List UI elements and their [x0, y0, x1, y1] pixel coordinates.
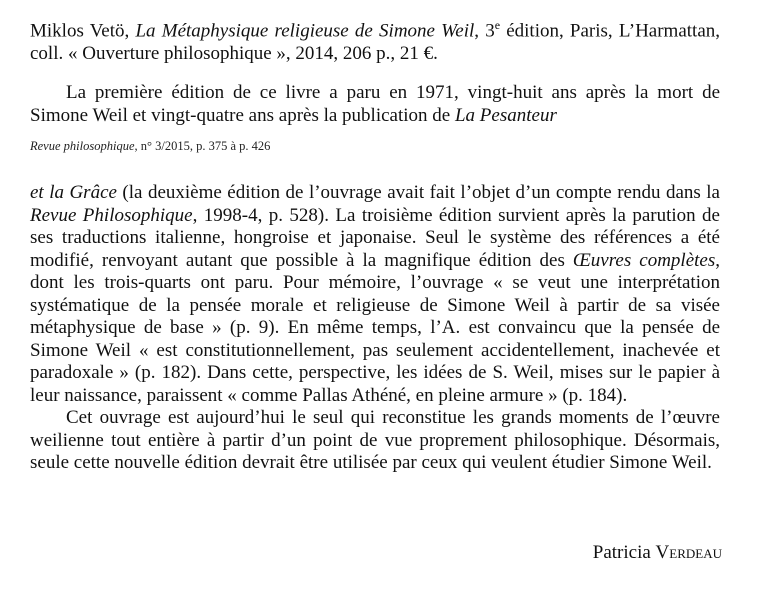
- intro-sentence: La première édition de ce livre a paru en 1971, vingt-huit ans après la mort de Simone Weil et vingt-quatre ans après la publication de: [30, 82, 720, 126]
- body-p1-part-c: , dont les trois-quarts ont paru. Pour mémoire, l’ouvrage « se veut une interprétation systématique de la pensée morale et religieuse de Simone Weil à partir de sa visée métaphysique de base » (p. 9). En même temps, l’A. est convaincu que la pensée de Simone Weil « est constitutionnellement, pas seulement accidentellement, inachevée et paradoxale » (p. 182). Dans cette, perspective, les idées de S. Weil, mises sur le papier à leur naissance, paraissent « comme Pallas Athéné, en pleine armure » (p. 184).: [30, 249, 720, 406]
- review-body: [30, 182, 720, 475]
- complete-works-title: Œuvres complètes: [572, 249, 716, 271]
- intro-text: [30, 82, 720, 127]
- reference-author: Miklos Vetö,: [30, 20, 130, 42]
- running-head-issue: , n° 3/2015, p. 375 à p. 426: [134, 139, 271, 153]
- reference-details: édition, Paris, L’Harmattan, coll. « Ouverture philosophique », 2014, 206 p., 21 €.: [30, 20, 720, 64]
- body-p1-part-b: , 1998-4, p. 528). La troisième édition survient après la parution de ses traductions italienne, hongroise et japonaise. Seul le système des références a été modifié, renvoyant autant que possible à la magnifique édition des: [30, 204, 720, 271]
- reference-title: La Métaphysique religieuse de Simone Weil: [135, 20, 475, 42]
- reference-edition-sup: e: [494, 18, 501, 32]
- intro-book-title: La Pesanteur: [454, 104, 557, 126]
- body-p1-part-a: (la deuxième édition de l’ouvrage avait fait l’objet d’un compte rendu dans la: [116, 182, 720, 203]
- intro-paragraph: [30, 82, 720, 127]
- body-paragraph-1: [30, 182, 720, 407]
- running-head-journal: Revue philosophique: [30, 139, 135, 153]
- reference-line: Miklos Vetö, La Métaphysique religieuse de Simone Weil, 3e édition, Paris, L’Harmattan, coll. « Ouverture philosophique », 2014, 206 p., 21 €.: [30, 18, 720, 64]
- reference-edition-number: 3: [485, 20, 495, 42]
- reviewer-signature: [593, 542, 722, 564]
- book-reference: [30, 14, 720, 65]
- reviewer-last-name: Verdeau: [655, 542, 722, 563]
- book-title-continued: et la Grâce: [30, 182, 117, 203]
- body-paragraph-2: Cet ouvrage est aujourd’hui le seul qui reconstitue les grands moments de l’œuvre weilienne tout entière à partir d’un point de vue proprement philosophique. Désormais, seule cette nouvelle édition devrait être utilisée par ceux qui veulent étudier Simone Weil.: [30, 407, 720, 473]
- journal-name: Revue Philosophique: [30, 204, 193, 226]
- reviewer-first-name: Patricia: [592, 542, 651, 563]
- running-head: [30, 138, 270, 154]
